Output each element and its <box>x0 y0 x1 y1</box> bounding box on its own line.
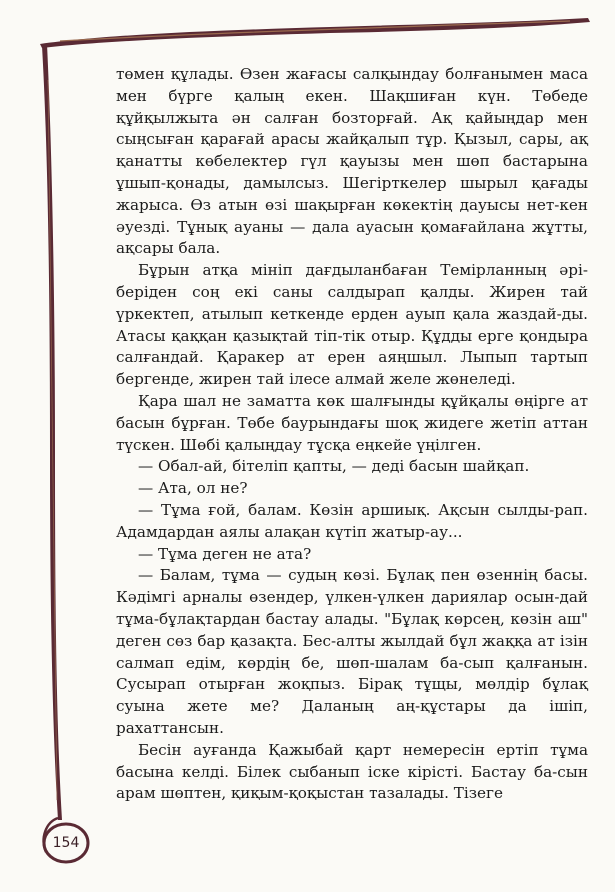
page-number: 154 <box>52 835 80 851</box>
dialogue-line: — Балам, тұма — судың көзі. Бұлақ пен өзеннің басы. Кәдімгі арналы өзендер, үлкен-үлкен дариялар осын-дай тұма-бұлақтардан бастау алады. "Бұлақ көрсең, көзін аш" деген сөз бар қазақта. Бес-алты жылдай бұл жаққа ат ізін салмап едім, көрдің бе, шөп-шалам ба-сып қалғанын. Сусырап отырған жоқпыз. Бірақ тұщы, мөлдір бұлақ суына жете ме? Даланың аң-құстары да ішіп, рахаттансын. <box>116 566 588 737</box>
paragraph: төмен құлады. Өзен жағасы салқындау болғанымен маса мен бүрге қалың екен. Шақшиған күн. Төбеде құйқылжыта ән салған бозторғай. Ақ қайыңдар мен сыңсыған қарағай арасы жайқалып тұр. Қызыл, сары, ақ қанатты көбелектер гүл қауызы мен шөп бастарына ұшып-қонады, дамылсыз. Шегірткелер шырыл қағады жарыса. Өз атын өзі шақырған көкектің дауысы нет-кен әуезді. Тұнық ауаны — дала ауасын қомағайлана жұтты, ақсары бала. <box>116 65 588 258</box>
dialogue-line: — Ата, ол не? <box>138 479 248 498</box>
dialogue-line: — Обал-ай, бітеліп қапты, — деді басын шайқап. <box>138 457 530 476</box>
paragraph: Бесін ауғанда Қажыбай қарт немересін ертіп тұма басына келді. Білек сыбанып іске кірісті. Бастау ба-сын арам шөптен, қиқым-қоқыстан тазалады. Тізеге <box>116 740 588 803</box>
body-text <box>116 64 588 805</box>
top-border-stroke <box>40 18 590 48</box>
left-border-highlight <box>48 80 57 800</box>
dialogue-line: — Тұма ғой, балам. Көзін аршиық. Ақсын сылды-рап. Адамдардан аялы алақан күтіп жатыр-ау... <box>116 500 588 541</box>
paragraph: Қара шал не заматта көк шалғынды құйқалы өңірге ат басын бұрған. Төбе баурындағы шоқ жидеге жетіп аттан түскен. Шөбі қалыңдау тұсқа еңкейе үңілген. <box>116 391 588 454</box>
paragraph: Бұрын атқа мініп дағдыланбаған Темірланның әрі-беріден соң екі саны салдырап қалды. Жирен тай үркектеп, атылып кеткенде ерден ауып қала жаздай-ды. Атасы қаққан қазықтай тіп-тік отыр. Құдды ерге қондыра салғандай. Қаракер ат ерен аяңшыл. Лыпып тартып бергенде, жирен тай ілесе алмай желе жөнеледі. <box>116 261 588 389</box>
dialogue-line: — Тұма деген не ата? <box>138 544 312 563</box>
